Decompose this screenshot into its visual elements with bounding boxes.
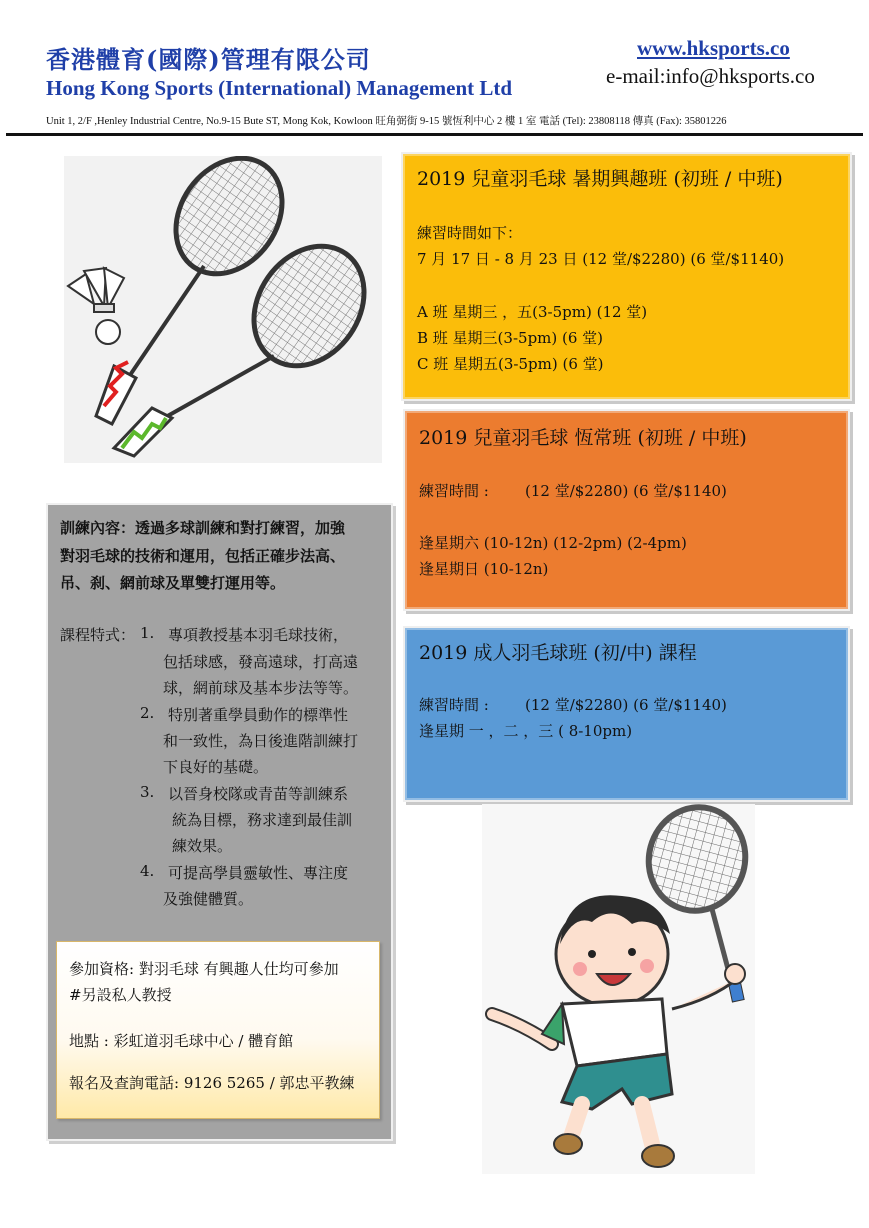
feature-number: 3. <box>140 783 155 801</box>
summer-class-c: C 班 星期五(3-5pm) (6 堂) <box>417 355 604 373</box>
regular-sunday: 逢星期日 (10-12n) <box>419 560 549 578</box>
features-label: 課程特式： <box>60 626 136 644</box>
regular-class-title: 2019 兒童羽毛球 恆常班 (初班 / 中班) <box>419 427 747 449</box>
feature-line: 及強健體質。 <box>163 890 254 908</box>
rackets-icon <box>64 156 382 463</box>
regular-class-box <box>403 409 850 611</box>
info-box <box>56 941 380 1119</box>
summer-class-box <box>401 152 852 401</box>
adult-price: (12 堂/$2280) (6 堂/$1140) <box>525 696 727 714</box>
summer-time-label: 練習時間如下： <box>417 224 523 242</box>
adult-time-label: 練習時間 : <box>419 696 489 714</box>
feature-line: 以晉身校隊或青苗等訓練系 <box>168 785 349 803</box>
training-content-line: 訓練內容：透過多球訓練和對打練習，加強 <box>60 519 346 537</box>
header-divider <box>6 133 863 136</box>
adult-days: 逢星期 一 ，二 ，三 ( 8-10pm) <box>419 722 633 740</box>
website-link[interactable]: www.hksports.co <box>637 36 790 60</box>
summer-class-b: B 班 星期三(3-5pm) (6 堂) <box>417 329 604 347</box>
company-name-english: Hong Kong Sports (International) Management Ltd <box>46 76 513 100</box>
regular-saturday: 逢星期六 (10-12n) (12-2pm) (2-4pm) <box>419 534 687 552</box>
feature-line: 球，網前球及基本步法等等。 <box>163 679 359 697</box>
summer-class-title: 2019 兒童羽毛球 暑期興趣班 (初班 / 中班) <box>417 168 783 190</box>
feature-number: 1. <box>140 624 155 642</box>
feature-line: 和一致性，為日後進階訓練打 <box>163 732 359 750</box>
feature-line: 可提高學員靈敏性、專注度 <box>168 864 349 882</box>
feature-line: 下良好的基礎。 <box>163 758 269 776</box>
feature-number: 4. <box>140 862 155 880</box>
email-address: e-mail:info@hksports.co <box>606 64 815 88</box>
feature-line: 練效果。 <box>172 837 233 855</box>
regular-price: (12 堂/$2280) (6 堂/$1140) <box>525 482 727 500</box>
feature-number: 2. <box>140 704 155 722</box>
feature-line: 特別著重學員動作的標準性 <box>168 706 349 724</box>
badminton-rackets-illustration <box>64 156 382 463</box>
training-content-line: 對羽毛球的技術和運用，包括正確步法高、 <box>60 547 346 565</box>
summer-dates: 7 月 17 日 - 8 月 23 日 (12 堂/$2280) (6 堂/$1140) <box>417 250 785 268</box>
summer-class-a: A 班 星期三 ，五(3-5pm) (12 堂) <box>417 303 648 321</box>
feature-line: 包括球感，發高遠球，打高遠 <box>163 653 359 671</box>
enquiry-phone-text: 報名及查詢電話: 9126 5265 / 郭忠平教練 <box>69 1074 355 1092</box>
adult-class-title: 2019 成人羽毛球班 (初/中) 課程 <box>419 642 697 664</box>
feature-line: 專項教授基本羽毛球技術， <box>168 626 349 644</box>
location-text: 地點 : 彩虹道羽毛球中心 / 體育館 <box>69 1032 294 1050</box>
boy-badminton-illustration <box>482 804 755 1174</box>
training-content-line: 吊、刹、網前球及單雙打運用等。 <box>60 574 286 592</box>
company-name-chinese: 香港體育(國際)管理有限公司 <box>46 45 371 74</box>
company-address: Unit 1, 2/F ,Henley Industrial Centre, No.9-15 Bute ST, Mong Kok, Kowloon 旺角弼街 9-15 號恆利中心 2 樓 1 室 電話 (Tel): 23808118 傳真 (Fax): 35801226 <box>46 116 727 127</box>
boy-player-icon <box>482 804 755 1174</box>
private-coaching-text: #另設私人教授 <box>69 986 172 1004</box>
adult-class-box <box>403 626 850 802</box>
eligibility-text: 參加資格: 對羽毛球 有興趣人仕均可參加 <box>69 960 339 978</box>
regular-time-label: 練習時間 : <box>419 482 489 500</box>
feature-line: 統為目標，務求達到最佳訓 <box>172 811 353 829</box>
